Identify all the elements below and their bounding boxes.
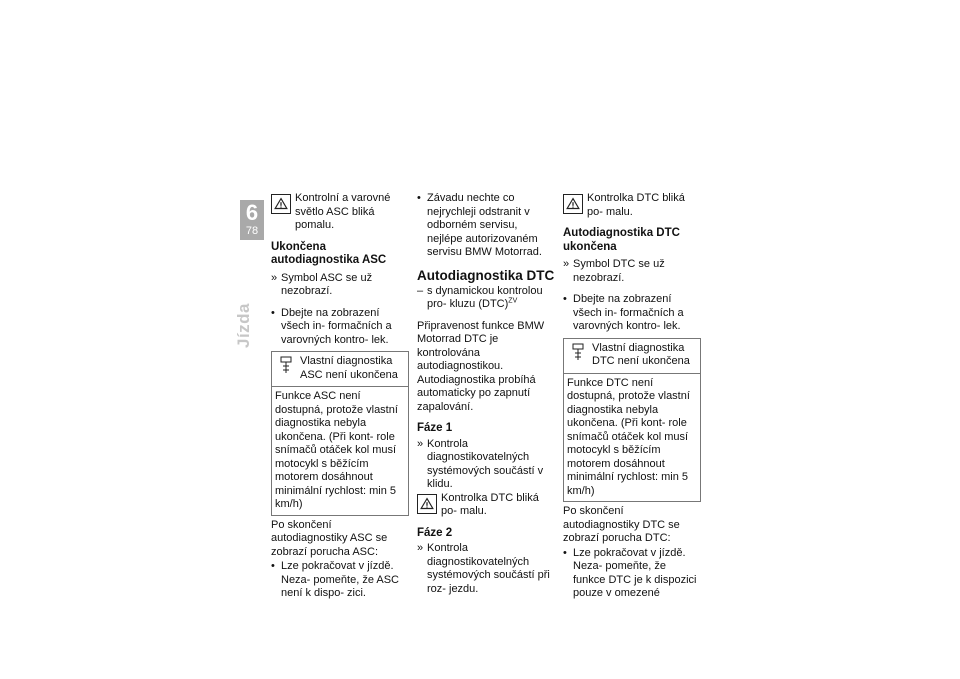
warning-light-icon [271, 194, 291, 214]
bullet-item: • Dbejte na zobrazení všech in- formačních a varovných kontro- lek. [563, 293, 701, 334]
bullet-item: • Lze pokračovat v jízdě. Neza- pomeňte, že ASC není k dispo- zici. [271, 560, 409, 601]
warning-note [271, 192, 409, 233]
chapter-title: Jízda [234, 302, 253, 348]
section-heading: Ukončena autodiagnostika ASC [271, 240, 387, 266]
paragraph: Po skončení autodiagnostiky DTC se zobrazí porucha DTC: [563, 505, 680, 544]
column-3 [563, 192, 701, 601]
notice-title: Vlastní diagnostika ASC není ukončena [300, 355, 398, 381]
section-heading: Autodiagnostika DTC ukončena [563, 227, 680, 253]
dash-item [417, 285, 555, 312]
paragraph: Připravenost funkce BMW Motorrad DTC je kontrolována autodiagnostikou. Autodiagnostika probíhá automaticky po zapnutí zapalování. [417, 319, 545, 413]
phase-heading: Fáze 2 [417, 526, 453, 539]
bullet-item: • Lze pokračovat v jízdě. Neza- pomeňte, že funkce DTC je k dispozici pouze v omezené [563, 547, 701, 601]
chapter-number: 6 [245, 200, 259, 225]
column-2 [417, 192, 555, 596]
bullet-item: • Dbejte na zobrazení všech in- formačních a varovných kontro- lek. [271, 307, 409, 348]
section-heading: Autodiagnostika DTC [417, 267, 555, 283]
phase-heading: Fáze 1 [417, 422, 453, 434]
notice-header [272, 352, 408, 387]
notice-body: Funkce ASC není dostupná, protože vlastní diagnostika nebyla ukončena. (Při kont- role snímačů otáček kol musí motocykl s běžícím motorem dosáhnout minimální rychlost: min 5 km/h) [275, 390, 398, 510]
notice-box [271, 351, 409, 516]
notice-body: Funkce DTC není dostupná, protože vlastní diagnostika nebyla ukončena. (Při kont- role snímačů otáček kol musí motocykl s běžícím motorem dosáhnout minimální rychlost: min 5 km/h) [567, 376, 690, 497]
result-item: » Symbol DTC se už nezobrazí. [563, 258, 701, 285]
diagnostic-icon [572, 343, 584, 361]
warning-text: Kontrolka DTC bliká po- malu. [587, 192, 685, 218]
notice-header [564, 339, 700, 374]
warning-text: Kontrolní a varovné světlo ASC bliká pomalu. [295, 192, 391, 231]
notice-title: Vlastní diagnostika DTC není ukončena [592, 341, 690, 367]
warning-light-icon [417, 494, 437, 514]
result-item: » Kontrola diagnostikovatelných systémových součástí v klidu. [417, 438, 555, 492]
notice-box [563, 338, 701, 503]
warning-text: Kontrolka DTC bliká po- malu. [441, 491, 539, 517]
warning-note [563, 192, 701, 219]
option-superscript: ZV [508, 297, 518, 305]
column-1 [271, 192, 409, 601]
warning-note [417, 492, 555, 519]
warning-light-icon [563, 194, 583, 214]
paragraph: Po skončení autodiagnostiky ASC se zobrazí porucha ASC: [271, 518, 388, 558]
bullet-item: • Závadu nechte co nejrychleji odstranit v odborném servisu, nejlépe autorizovaném servisu BMW Motorrad. [417, 192, 555, 260]
dash-item-text: s dynamickou kontrolou pro- kluzu (DTC) [427, 284, 543, 310]
diagnostic-icon [280, 356, 292, 374]
result-item: » Kontrola diagnostikovatelných systémových součástí při roz- jezdu. [417, 542, 555, 596]
page-number: 78 [245, 225, 259, 237]
result-item: » Symbol ASC se už nezobrazí. [271, 272, 409, 299]
